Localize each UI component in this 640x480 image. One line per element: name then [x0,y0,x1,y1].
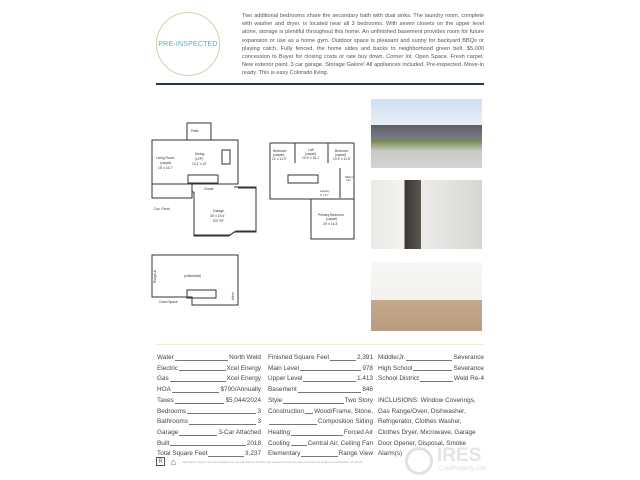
label-dining: Dining [195,152,205,156]
equal-housing-icon: ⌂ [170,456,177,467]
label-mech: Mech [231,291,235,300]
label-garage: Garage [213,209,224,213]
detail-row [157,407,261,418]
detail-row [157,353,261,364]
dot-leader [179,364,226,372]
detail-value: Weld Re-4 [453,375,484,383]
label-bed1-dim: 11' x 11.9' [272,157,287,161]
detail-value: 978 [362,364,373,372]
footer [156,457,362,466]
photo-bedroom[interactable] [371,262,482,331]
detail-value: 2,391 [357,354,373,361]
detail-label: Upper Level [268,375,303,383]
detail-row [157,374,261,385]
label-walkin: Walk-in [345,176,354,179]
label-primary: Primary Bedroom [318,213,344,217]
detail-row [268,353,373,364]
property-description: Two additional bedrooms share the secondary bath with dual sinks. The laundry room, complete with washer and dryer, is located near all 3 bedrooms. With seven closets on the upper level alone, storage is plentiful throughout this home. An unfinished basement provides room for future expansion or use as a home gym. Outdoor space is pleasant and sunny for backyard BBQs or playing catch. Fully fenced, the home sides and backs to neighborhood green belt. $5,000 concession to Buyer for closing costs or rate buy down. Corner lot. Open Space. Fresh carpet. New exterior paint. 3 car garage. Storage Galore! All appliances included. Pre-inspected. Move-in ready. This is easy Colorado living. [242,13,484,77]
label-dining-sub: (LVP) [195,157,204,161]
label-living: Living Room [156,156,175,160]
detail-row [268,407,373,418]
detail-label: High School [378,364,413,372]
detail-value: 846 [362,386,373,394]
dot-leader [175,353,228,361]
dot-leader [413,364,452,372]
detail-value: 1,413 [357,375,373,383]
detail-value: 3 [257,407,261,415]
detail-label: Water [157,354,174,361]
detail-row [268,428,373,439]
label-garage-sf: 637 SF [213,219,224,223]
photo-kitchen[interactable] [371,180,482,249]
details-column-2 [268,353,373,460]
label-loft-sub: (carpet) [305,152,317,156]
label-bed1: Bedroom [273,149,287,153]
dot-leader [170,439,245,447]
dot-leader [291,439,307,447]
floor-plans [150,120,365,340]
detail-row [157,396,261,407]
label-laundry-dim: 6' x 6.7' [320,194,329,197]
detail-value: 3-Car Attached [218,428,261,436]
detail-value: Severance [453,354,484,361]
detail-label: School District [378,375,419,383]
detail-value: Xcel Energy [226,375,261,383]
label-patio: Patio [191,129,199,133]
label-laundry: Laundry [320,190,330,193]
detail-row [378,364,484,375]
label-rough-in: Rough-in [153,269,157,283]
label-bed2-dim: 10.9' x 11.5' [333,157,351,161]
detail-row [157,428,261,439]
dot-leader [305,407,313,415]
detail-value: 3 [257,418,261,426]
dot-leader [187,407,256,415]
label-bed2: Bedroom [335,149,349,153]
label-walkin2: Clst [346,179,351,182]
detail-row [378,374,484,385]
label-living-dim: 16' x 16.7' [158,166,173,170]
main-floor-plan [152,123,256,236]
label-primary-sub: (carpet) [326,217,338,221]
detail-value: Forced Air [343,428,373,436]
label-closet: Closet [204,187,214,191]
label-primary-dim: 20' x 16.3' [323,222,338,226]
detail-row [268,439,373,450]
detail-row [268,385,373,396]
detail-label: Heating [268,428,291,436]
detail-label: Gas [157,375,169,383]
detail-row [378,353,484,364]
detail-label: HOA [157,386,171,394]
label-loft: Loft [308,148,314,152]
label-garage-dim: 30' x 19.4' [210,214,225,218]
dot-leader [179,428,217,436]
label-crawl: Crawl Space [159,300,178,304]
pre-inspected-badge [156,12,220,76]
detail-row [157,364,261,375]
dot-leader [303,374,356,382]
detail-value: Xcel Energy [226,364,261,372]
detail-label: Main Level [268,364,299,372]
detail-label: Construction [268,407,304,415]
detail-row [157,385,261,396]
detail-value: 2018 [246,439,261,447]
dot-leader [301,449,337,457]
detail-label: Built [157,439,170,447]
label-unfinished: (unfinished) [184,274,202,278]
detail-value: North Weld [229,354,261,361]
dot-leader [208,449,244,457]
divider [156,83,484,85]
dot-leader [172,385,220,393]
detail-value: $5,044/2024 [225,396,261,404]
detail-label: Cooling [268,439,290,447]
detail-label: Garage [157,428,179,436]
detail-value: Two Story [344,396,373,404]
dot-leader [300,364,361,372]
detail-value: Central Air, Ceiling Fan [307,439,373,447]
detail-row [268,364,373,375]
detail-label: Taxes [157,396,174,404]
badge-label: PRE-INSPECTED [158,40,218,48]
detail-row [157,417,261,428]
inclusions: INCLUSIONS: Window Coverings, Gas Range/Oven, Dishwasher, Refrigerator, Clothes Washer, Clothes Dryer, Microwave, Garage Door Opener, Disposal, Smoke Alarm(s) [378,396,476,458]
label-living-sub: (carpet) [160,161,172,165]
detail-value: Range View [338,450,373,458]
detail-label: Elementary [268,450,301,458]
dot-leader [291,428,343,436]
detail-label: Basement [268,386,297,394]
detail-label: Total Square Feet [157,450,208,458]
logo-sub: ColoProperty.com [439,466,487,472]
realtor-icon: R [156,457,165,466]
detail-label: Style [268,396,283,404]
dot-leader [170,374,226,382]
detail-value: Wood/Frame, Stone, [314,407,373,415]
dot-leader [283,396,343,404]
dot-leader [269,417,317,425]
house-icon [405,447,433,475]
detail-label: Bedrooms [157,407,187,415]
detail-value: $700/Annually [220,386,261,394]
dot-leader [330,353,356,361]
basement-plan [152,255,238,305]
dot-leader [406,353,452,361]
detail-value: 3,237 [245,450,261,458]
detail-label: Middle/Jr. [378,354,406,361]
logo-name: IRES [437,445,482,466]
detail-label: Bathrooms [157,418,188,426]
details-column-1 [157,353,261,460]
detail-value: Composition Siding [317,418,373,426]
label-loft-dim: 10.9' x 15.1' [302,156,320,160]
label-dining-dim: 13.1' x 10' [192,162,207,166]
photo-exterior[interactable] [371,99,482,168]
label-porch: Cov. Porch [154,207,171,211]
disclaimer: Information herein deemed reliable but not guaranteed. Details and measurements are approximate and subject to verification. 12.20.25 [182,459,363,464]
detail-value: Severance [453,364,484,372]
detail-row [157,439,261,450]
details-column-3 [378,353,484,460]
dot-leader [298,385,362,393]
table-divider [156,344,484,345]
dot-leader [420,374,453,382]
detail-label: Finished Square Feet [268,354,330,361]
detail-label: Electric [157,364,178,372]
detail-row [268,396,373,407]
ires-logo [405,447,505,477]
dot-leader [175,396,225,404]
detail-row [268,417,373,428]
label-bed2-sub: (carpet) [335,153,347,157]
label-bed1-sub: (carpet) [273,153,285,157]
detail-row [268,374,373,385]
dot-leader [189,417,257,425]
